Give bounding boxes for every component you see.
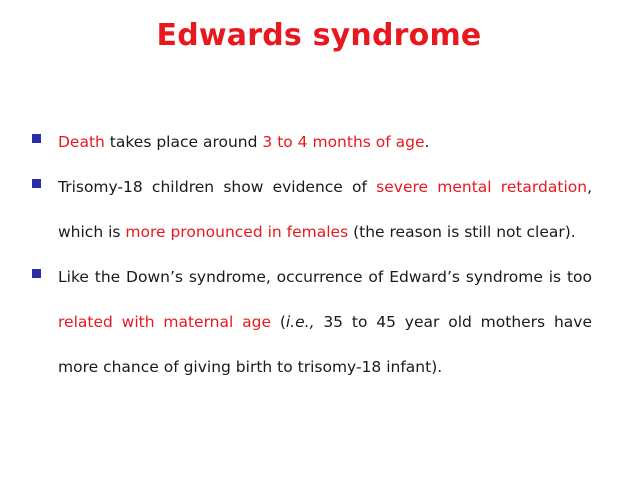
- square-bullet-icon: [32, 269, 41, 278]
- bullet-3-line-1: [58, 255, 592, 300]
- bullet-2-comma: ,: [587, 178, 592, 196]
- bullet-1-line: [58, 120, 592, 165]
- slide-title: Edwards syndrome: [156, 18, 482, 53]
- bullet-3-text-e: 35 to 45 year old mothers have: [314, 313, 592, 331]
- bullet-list: [32, 120, 592, 390]
- bullet-1-text: takes place around: [104, 133, 263, 151]
- bullet-2-text-d: which is: [58, 223, 126, 241]
- bullet-item-3: [32, 255, 592, 390]
- highlight-age: 3 to 4 months of age: [262, 133, 425, 151]
- bullet-2-line-1: [58, 165, 592, 210]
- bullet-3-ie: i.e.,: [285, 313, 315, 331]
- highlight-death: Death: [58, 133, 105, 151]
- bullet-3-paren: (: [271, 313, 286, 331]
- square-bullet-icon: [32, 134, 41, 143]
- highlight-females: more pronounced in females: [125, 223, 349, 241]
- square-bullet-icon: [32, 179, 41, 188]
- highlight-retardation: severe mental retardation: [376, 178, 588, 196]
- bullet-3-text-a: Like the Down’s syndrome, occurrence of Edward’s syndrome is too: [58, 268, 592, 286]
- bullet-1-period: .: [424, 133, 430, 151]
- highlight-maternal-age: related with maternal age: [58, 313, 271, 331]
- bullet-2-text-f: (the reason is still not clear).: [348, 223, 576, 241]
- bullet-3-line-3: [58, 345, 592, 390]
- bullet-item-2: [32, 165, 592, 255]
- bullet-3-text-f: more chance of giving birth to trisomy-18 infant).: [58, 358, 443, 376]
- bullet-item-1: [32, 120, 592, 165]
- bullet-3-line-2: [58, 300, 592, 345]
- bullet-2-line-2: [58, 210, 592, 255]
- bullet-2-text-a: Trisomy-18 children show evidence of: [58, 178, 377, 196]
